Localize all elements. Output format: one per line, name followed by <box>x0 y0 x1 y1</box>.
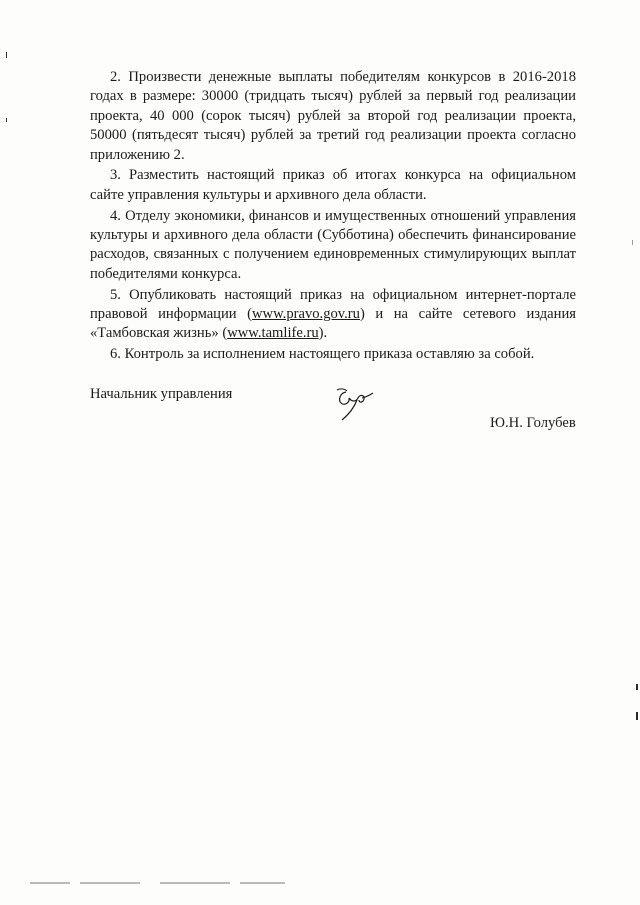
paragraph-6-control: 6. Контроль за исполнением настоящего приказа оставляю за собой. <box>110 346 535 363</box>
tamlife-link[interactable]: www.tamlife.ru <box>227 325 319 342</box>
scan-bottom-dashes <box>30 882 290 884</box>
paragraph-5-text-middle: ) и на сайте сетевого издания «Тамбовская жизнь» ( <box>90 306 576 342</box>
paragraph-5-text-start: 5. Опубликовать настоящий приказ на официальном интернет-портале правовой информации ( <box>90 286 576 323</box>
scan-artifact-right <box>632 240 633 245</box>
pravo-gov-link[interactable]: www.pravo.gov.ru <box>252 306 360 323</box>
order-body-text <box>90 68 576 366</box>
paragraph-5-publish-portal <box>90 286 576 344</box>
paragraph-3-publish-site: 3. Разместить настоящий приказ об итогах конкурса на официальном сайте управления культуры и архивного дела области. <box>90 167 576 203</box>
paragraph-2-payments: 2. Произвести денежные выплаты победителям конкурсов в 2016-2018 годах в размере: 30000 (тридцать тысяч) рублей за первый год реализации проекта, 40 000 (сорок тысяч) рублей за второй год реализации проекта, 50000 (пятьдесят тысяч) рублей за третий год реализации проекта согласно приложению 2. <box>90 69 576 163</box>
paragraph-5-text-end: ). <box>318 325 328 342</box>
signer-name: Ю.Н. Голубев <box>490 415 576 431</box>
handwritten-signature <box>332 386 376 426</box>
scan-artifact-left <box>6 118 7 122</box>
signer-position-title: Начальник управления <box>90 386 233 402</box>
scan-artifact-right <box>636 684 638 690</box>
scan-artifact-left <box>6 52 7 58</box>
paragraph-4-financing: 4. Отделу экономики, финансов и имущественных отношений управления культуры и архивного дела области (Субботина) обеспечить финансирование расходов, связанных с получением единовременных стимулирующих выплат победителями конкурса. <box>90 207 576 282</box>
scan-artifact-right <box>636 712 638 720</box>
